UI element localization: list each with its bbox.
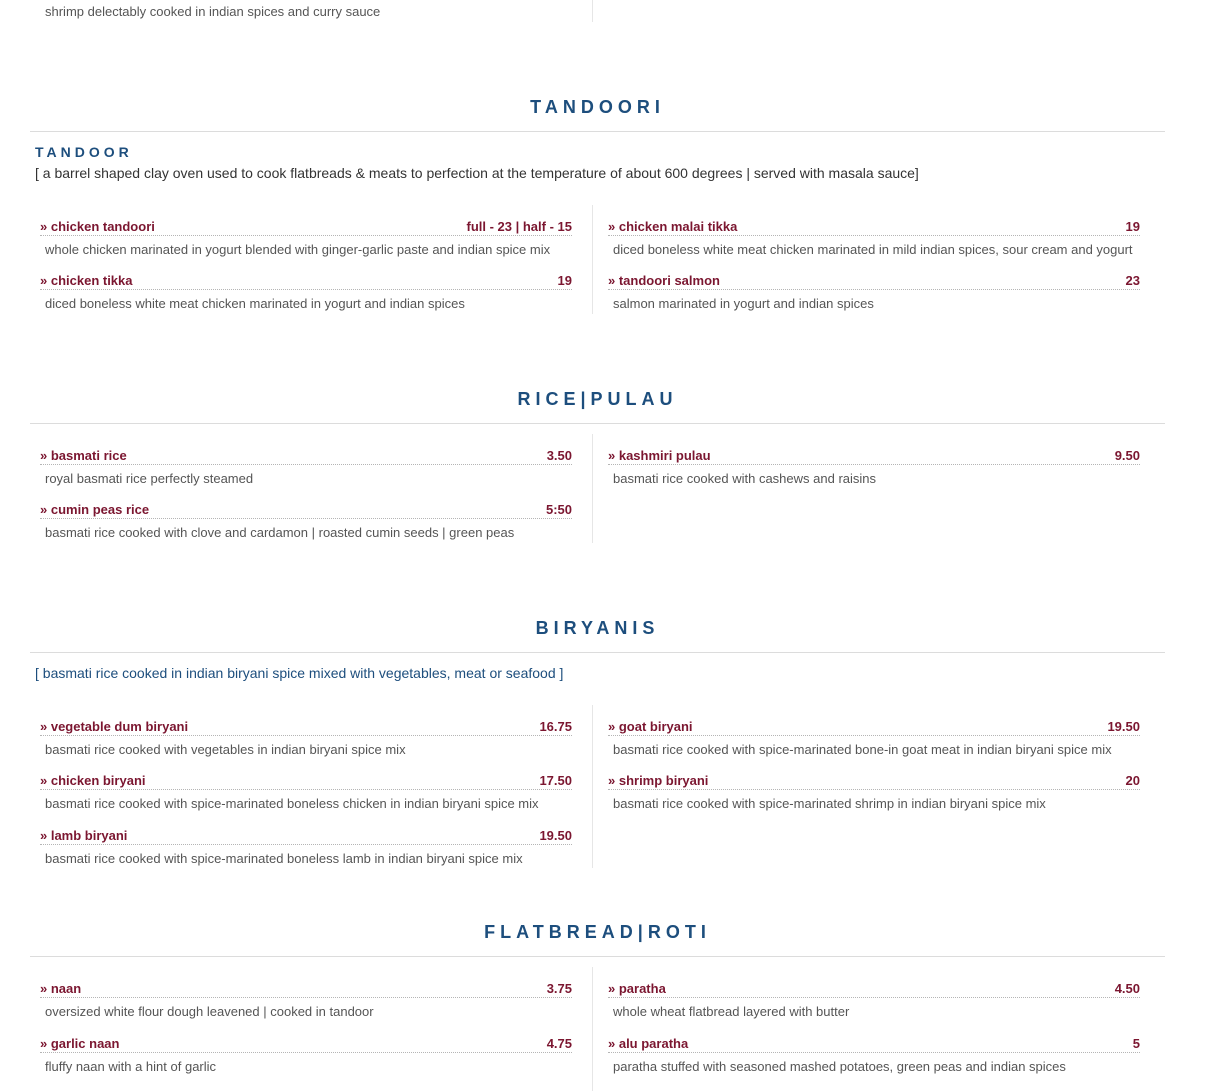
item-price: 5:50	[545, 502, 572, 517]
item-name: » naan	[40, 981, 82, 996]
item-description: basmati rice cooked with cashews and raisins	[613, 471, 877, 486]
item-name: » chicken biryani	[40, 773, 146, 788]
item-name: » shrimp biryani	[608, 773, 709, 788]
item-price: 3.75	[546, 981, 572, 996]
item-description: oversized white flour dough leavened | cooked in tandoor	[45, 1004, 374, 1019]
item-price: 17.50	[539, 773, 572, 788]
menu-item	[608, 270, 1140, 311]
column-divider	[592, 0, 593, 22]
menu-item	[40, 978, 572, 1019]
item-description: fluffy naan with a hint of garlic	[45, 1059, 217, 1074]
item-description: basmati rice cooked with vegetables in indian biryani spice mix	[45, 742, 406, 757]
subheading-tandoor: TANDOOR	[35, 144, 133, 160]
item-description: basmati rice cooked with spice-marinated boneless chicken in indian biryani spice mix	[45, 796, 539, 811]
menu-item	[40, 825, 572, 866]
menu-item	[40, 499, 572, 540]
section-title-flatbread-roti: FLATBREAD|ROTI	[484, 922, 711, 942]
item-name: » goat biryani	[608, 719, 693, 734]
previous-section-tail	[0, 0, 1210, 22]
item-name: » kashmiri pulau	[608, 448, 711, 463]
item-name: » paratha	[608, 981, 666, 996]
item-name: » vegetable dum biryani	[40, 719, 189, 734]
section-divider	[30, 652, 1165, 653]
menu-item	[40, 270, 572, 311]
menu-item	[40, 445, 572, 486]
menu-item	[608, 770, 1140, 811]
item-price: 16.75	[539, 719, 572, 734]
item-name: » chicken tikka	[40, 273, 133, 288]
column-divider	[592, 705, 593, 868]
item-price: 9.50	[1114, 448, 1140, 463]
menu-item	[608, 1033, 1140, 1074]
column-divider	[592, 434, 593, 543]
item-price: 19.50	[539, 828, 572, 843]
item-price: 19	[1125, 219, 1140, 234]
section-title-rice-pulau: RICE|PULAU	[517, 389, 678, 409]
menu-item	[608, 978, 1140, 1019]
section-title-biryanis: BIRYANIS	[535, 618, 660, 638]
item-price: 19.50	[1107, 719, 1140, 734]
item-description: royal basmati rice perfectly steamed	[45, 471, 254, 486]
column-divider	[592, 967, 593, 1091]
section-intro: [ a barrel shaped clay oven used to cook flatbreads & meats to perfection at the temperature of about 600 degrees | served with masala sauce]	[35, 165, 919, 181]
item-name: » lamb biryani	[40, 828, 128, 843]
item-description: diced boneless white meat chicken marinated in mild indian spices, sour cream and yogurt	[613, 242, 1133, 257]
item-name: » chicken malai tikka	[608, 219, 738, 234]
menu-item	[608, 216, 1140, 257]
section-divider	[30, 956, 1165, 957]
item-description: basmati rice cooked with spice-marinated boneless lamb in indian biryani spice mix	[45, 851, 523, 866]
item-name: » cumin peas rice	[40, 502, 150, 517]
item-price: 4.75	[546, 1036, 572, 1051]
item-price: 4.50	[1114, 981, 1140, 996]
item-description: whole wheat flatbread layered with butter	[613, 1004, 850, 1019]
section-title-tandoori: TANDOORI	[530, 97, 665, 117]
item-price: full - 23 | half - 15	[466, 219, 572, 234]
item-description: basmati rice cooked with spice-marinated bone-in goat meat in indian biryani spice mix	[613, 742, 1112, 757]
item-description: shrimp delectably cooked in indian spices and curry sauce	[45, 4, 381, 19]
item-description: basmati rice cooked with spice-marinated shrimp in indian biryani spice mix	[613, 796, 1046, 811]
item-price: 19	[557, 273, 572, 288]
item-name: » chicken tandoori	[40, 219, 155, 234]
item-description: diced boneless white meat chicken marinated in yogurt and indian spices	[45, 296, 465, 311]
item-description: paratha stuffed with seasoned mashed potatoes, green peas and indian spices	[613, 1059, 1066, 1074]
section-divider	[30, 131, 1165, 132]
item-description: basmati rice cooked with clove and cardamon | roasted cumin seeds | green peas	[45, 525, 515, 540]
menu-item	[40, 1033, 572, 1074]
menu-item	[40, 716, 572, 757]
section-divider	[30, 423, 1165, 424]
menu-item	[608, 445, 1140, 486]
column-divider	[592, 205, 593, 314]
item-price: 20	[1125, 773, 1140, 788]
item-name: » tandoori salmon	[608, 273, 720, 288]
item-name: » basmati rice	[40, 448, 127, 463]
item-price: 5	[1132, 1036, 1140, 1051]
menu-item	[40, 770, 572, 811]
section-intro: [ basmati rice cooked in indian biryani spice mixed with vegetables, meat or seafood ]	[35, 665, 564, 681]
item-price: 3.50	[546, 448, 572, 463]
item-name: » alu paratha	[608, 1036, 689, 1051]
item-description: whole chicken marinated in yogurt blended with ginger-garlic paste and indian spice mix	[45, 242, 551, 257]
item-description: salmon marinated in yogurt and indian spices	[613, 296, 874, 311]
item-price: 23	[1125, 273, 1140, 288]
menu-item	[40, 216, 572, 257]
item-name: » garlic naan	[40, 1036, 120, 1051]
menu-item	[608, 716, 1140, 757]
